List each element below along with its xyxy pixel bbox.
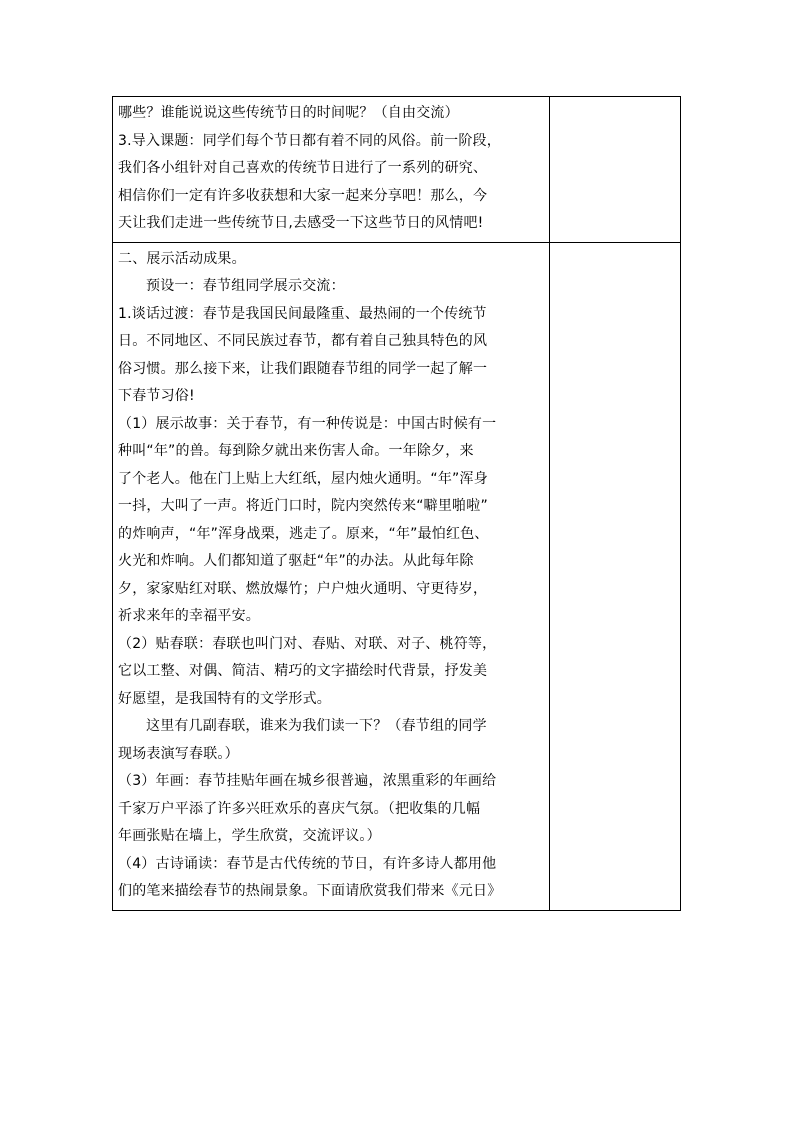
lesson-plan-table <box>112 96 681 911</box>
text-line: 日。不同地区、不同民族过春节，都有着自己独具特色的风 <box>118 333 488 349</box>
text-line: 们的笔来描绘春节的热闹景象。下面请欣赏我们带来《元日》 <box>118 883 502 899</box>
text-line: 这里有几副春联，谁来为我们读一下？（春节组的同学 <box>146 718 487 734</box>
text-line: 3.导入课题：同学们每个节日都有着不同的风俗。前一阶段， <box>118 132 501 149</box>
text-line: 二、展示活动成果。 <box>118 250 246 267</box>
notes-cell <box>550 97 681 243</box>
text-line: 种叫“年”的兽。每到除夕就出来伤害人命。一年除夕，来 <box>118 443 474 459</box>
table-row <box>113 242 681 910</box>
text-line: （3）年画：春节挂贴年画在城乡很普遍，浓黑重彩的年画给 <box>118 773 497 789</box>
content-cell <box>113 242 550 910</box>
text-line: 年画张贴在墙上，学生欣赏，交流评议。） <box>118 828 381 844</box>
text-line: 预设一：春节组同学展示交流： <box>146 278 345 294</box>
text-line: 相信你们一定有许多收获想和大家一起来分享吧！那么，今 <box>118 187 488 204</box>
text-line: 天让我们走进一些传统节日,去感受一下这些节日的风情吧! <box>118 215 484 231</box>
text-line: 一抖，大叫了一声。将近门口时，院内突然传来“噼里啪啦” <box>118 498 488 514</box>
text-line: 现场表演写春联。） <box>118 745 239 762</box>
text-line: 的炸响声，“年”浑身战栗，逃走了。原来，“年”最怕红色、 <box>118 525 489 542</box>
text-line: 好愿望，是我国特有的文学形式。 <box>118 690 331 707</box>
text-line: （1）展示故事：关于春节，有一种传说是：中国古时候有一 <box>118 415 497 432</box>
text-line: 它以工整、对偶、简洁、精巧的文字描绘时代背景，抒发美 <box>118 663 488 679</box>
text-line: （2）贴春联：春联也叫门对、春贴、对联、对子、桃符等， <box>118 635 497 652</box>
text-line: 火光和炸响。人们都知道了驱赶“年”的办法。从此每年除 <box>118 553 474 569</box>
text-line: 哪些？谁能说说这些传统节日的时间呢？（自由交流） <box>118 105 459 121</box>
text-line: 1.谈话过渡：春节是我国民间最隆重、最热闹的一个传统节 <box>118 305 487 322</box>
notes-cell <box>550 242 681 910</box>
table-row <box>113 97 681 243</box>
content-cell <box>113 97 550 243</box>
text-line: （4）古诗诵读：春节是古代传统的节日，有许多诗人都用他 <box>118 855 497 872</box>
text-line: 我们各小组针对自己喜欢的传统节日进行了一系列的研究、 <box>118 160 488 176</box>
text-line: 夕，家家贴红对联、燃放爆竹；户户烛火通明、守更待岁， <box>118 580 488 597</box>
text-line: 下春节习俗! <box>118 388 195 404</box>
text-line: 俗习惯。那么接下来，让我们跟随春节组的同学一起了解一 <box>118 360 488 377</box>
text-line: 千家万户平添了许多兴旺欢乐的喜庆气氛。（把收集的几幅 <box>118 800 481 817</box>
text-line: 祈求来年的幸福平安。 <box>118 608 260 624</box>
text-line: 了个老人。他在门上贴上大红纸，屋内烛火通明。“年”浑身 <box>118 470 488 487</box>
